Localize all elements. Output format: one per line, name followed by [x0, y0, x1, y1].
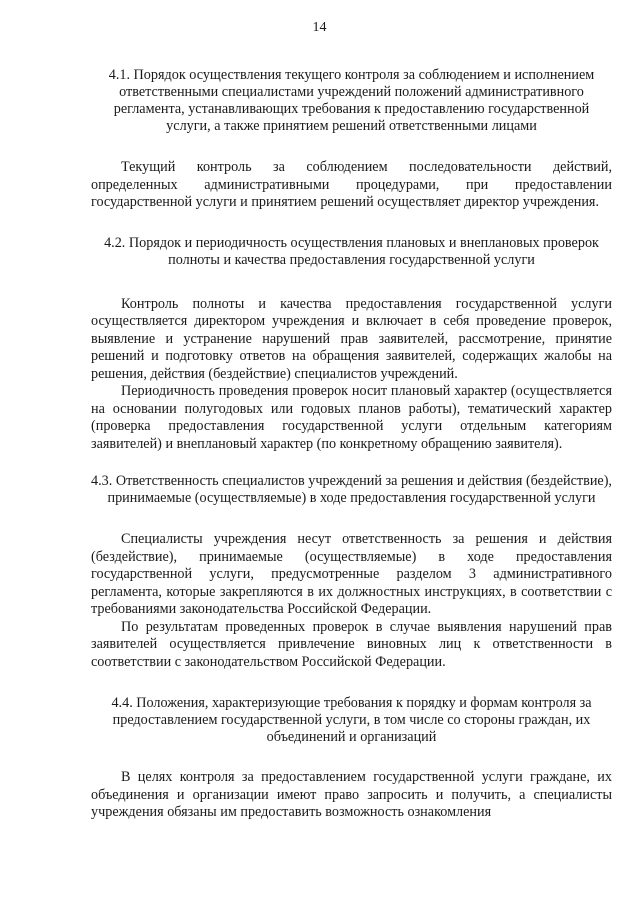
section-paragraph-4-4: В целях контроля за предоставлением государственной услуги граждане, их объединения и организации имеют право запросить и получить, а специалисты учреждения обязаны им предоставить возможность ознакомления — [91, 769, 612, 820]
page-number: 14 — [312, 20, 327, 35]
document-body — [91, 67, 612, 822]
section-heading-4-3: 4.3. Ответственность специалистов учреждений за решения и действия (бездействие), принимаемые (осуществляемые) в ходе предоставления государственной услуги — [91, 473, 612, 506]
section-heading-4-4: 4.4. Положения, характеризующие требования к порядку и формам контроля за предоставлением государственной услуги, в том числе со стороны граждан, их объединений и организаций — [111, 695, 592, 745]
section-paragraph-4-3-1: Специалисты учреждения несут ответственность за решения и действия (бездействие), принимаемые (осуществляемые) в ходе предоставления государственной услуги, предусмотренные разделом 3 административного регламента, которые закрепляются в их должностных инструкциях, в соответствии с требованиями законодательства Российской Федерации. — [91, 531, 612, 617]
section-heading-4-1: 4.1. Порядок осуществления текущего контроля за соблюдением и исполнением ответственными специалистами учреждений положений административного регламента, устанавливающих требования к предоставлению государственной услуги, а также принятием решений ответственными лицами — [108, 67, 595, 134]
section-paragraph-4-1: Текущий контроль за соблюдением последовательности действий, определенных административными процедурами, при предоставлении государственной услуги и принятием решений осуществляет директор учреждения. — [91, 159, 612, 210]
section-paragraph-4-2-1: Контроль полноты и качества предоставления государственной услуги осуществляется директором учреждения и включает в себя проведение проверок, выявление и устранение нарушений прав заявителей, рассмотрение, принятие решений и подготовку ответов на обращения заявителей, содержащих жалобы на решения, действия (бездействие) специалистов учреждений. — [91, 295, 612, 382]
section-paragraph-4-3-2: По результатам проведенных проверок в случае выявления нарушений прав заявителей осуществляется привлечение виновных лиц к ответственности в соответствии с законодательством Российской Федерации. — [91, 618, 612, 670]
section-paragraph-4-2-2: Периодичность проведения проверок носит плановый характер (осуществляется на основании полугодовых или годовых планов работы), тематический характер (проверка предоставления государственной услуги отдельным категориям заявителей) и внеплановый характер (по конкретному обращению заявителя). — [91, 383, 612, 452]
section-heading-4-2: 4.2. Порядок и периодичность осуществления плановых и внеплановых проверок полноты и качества предоставления государственной услуги — [104, 234, 599, 268]
